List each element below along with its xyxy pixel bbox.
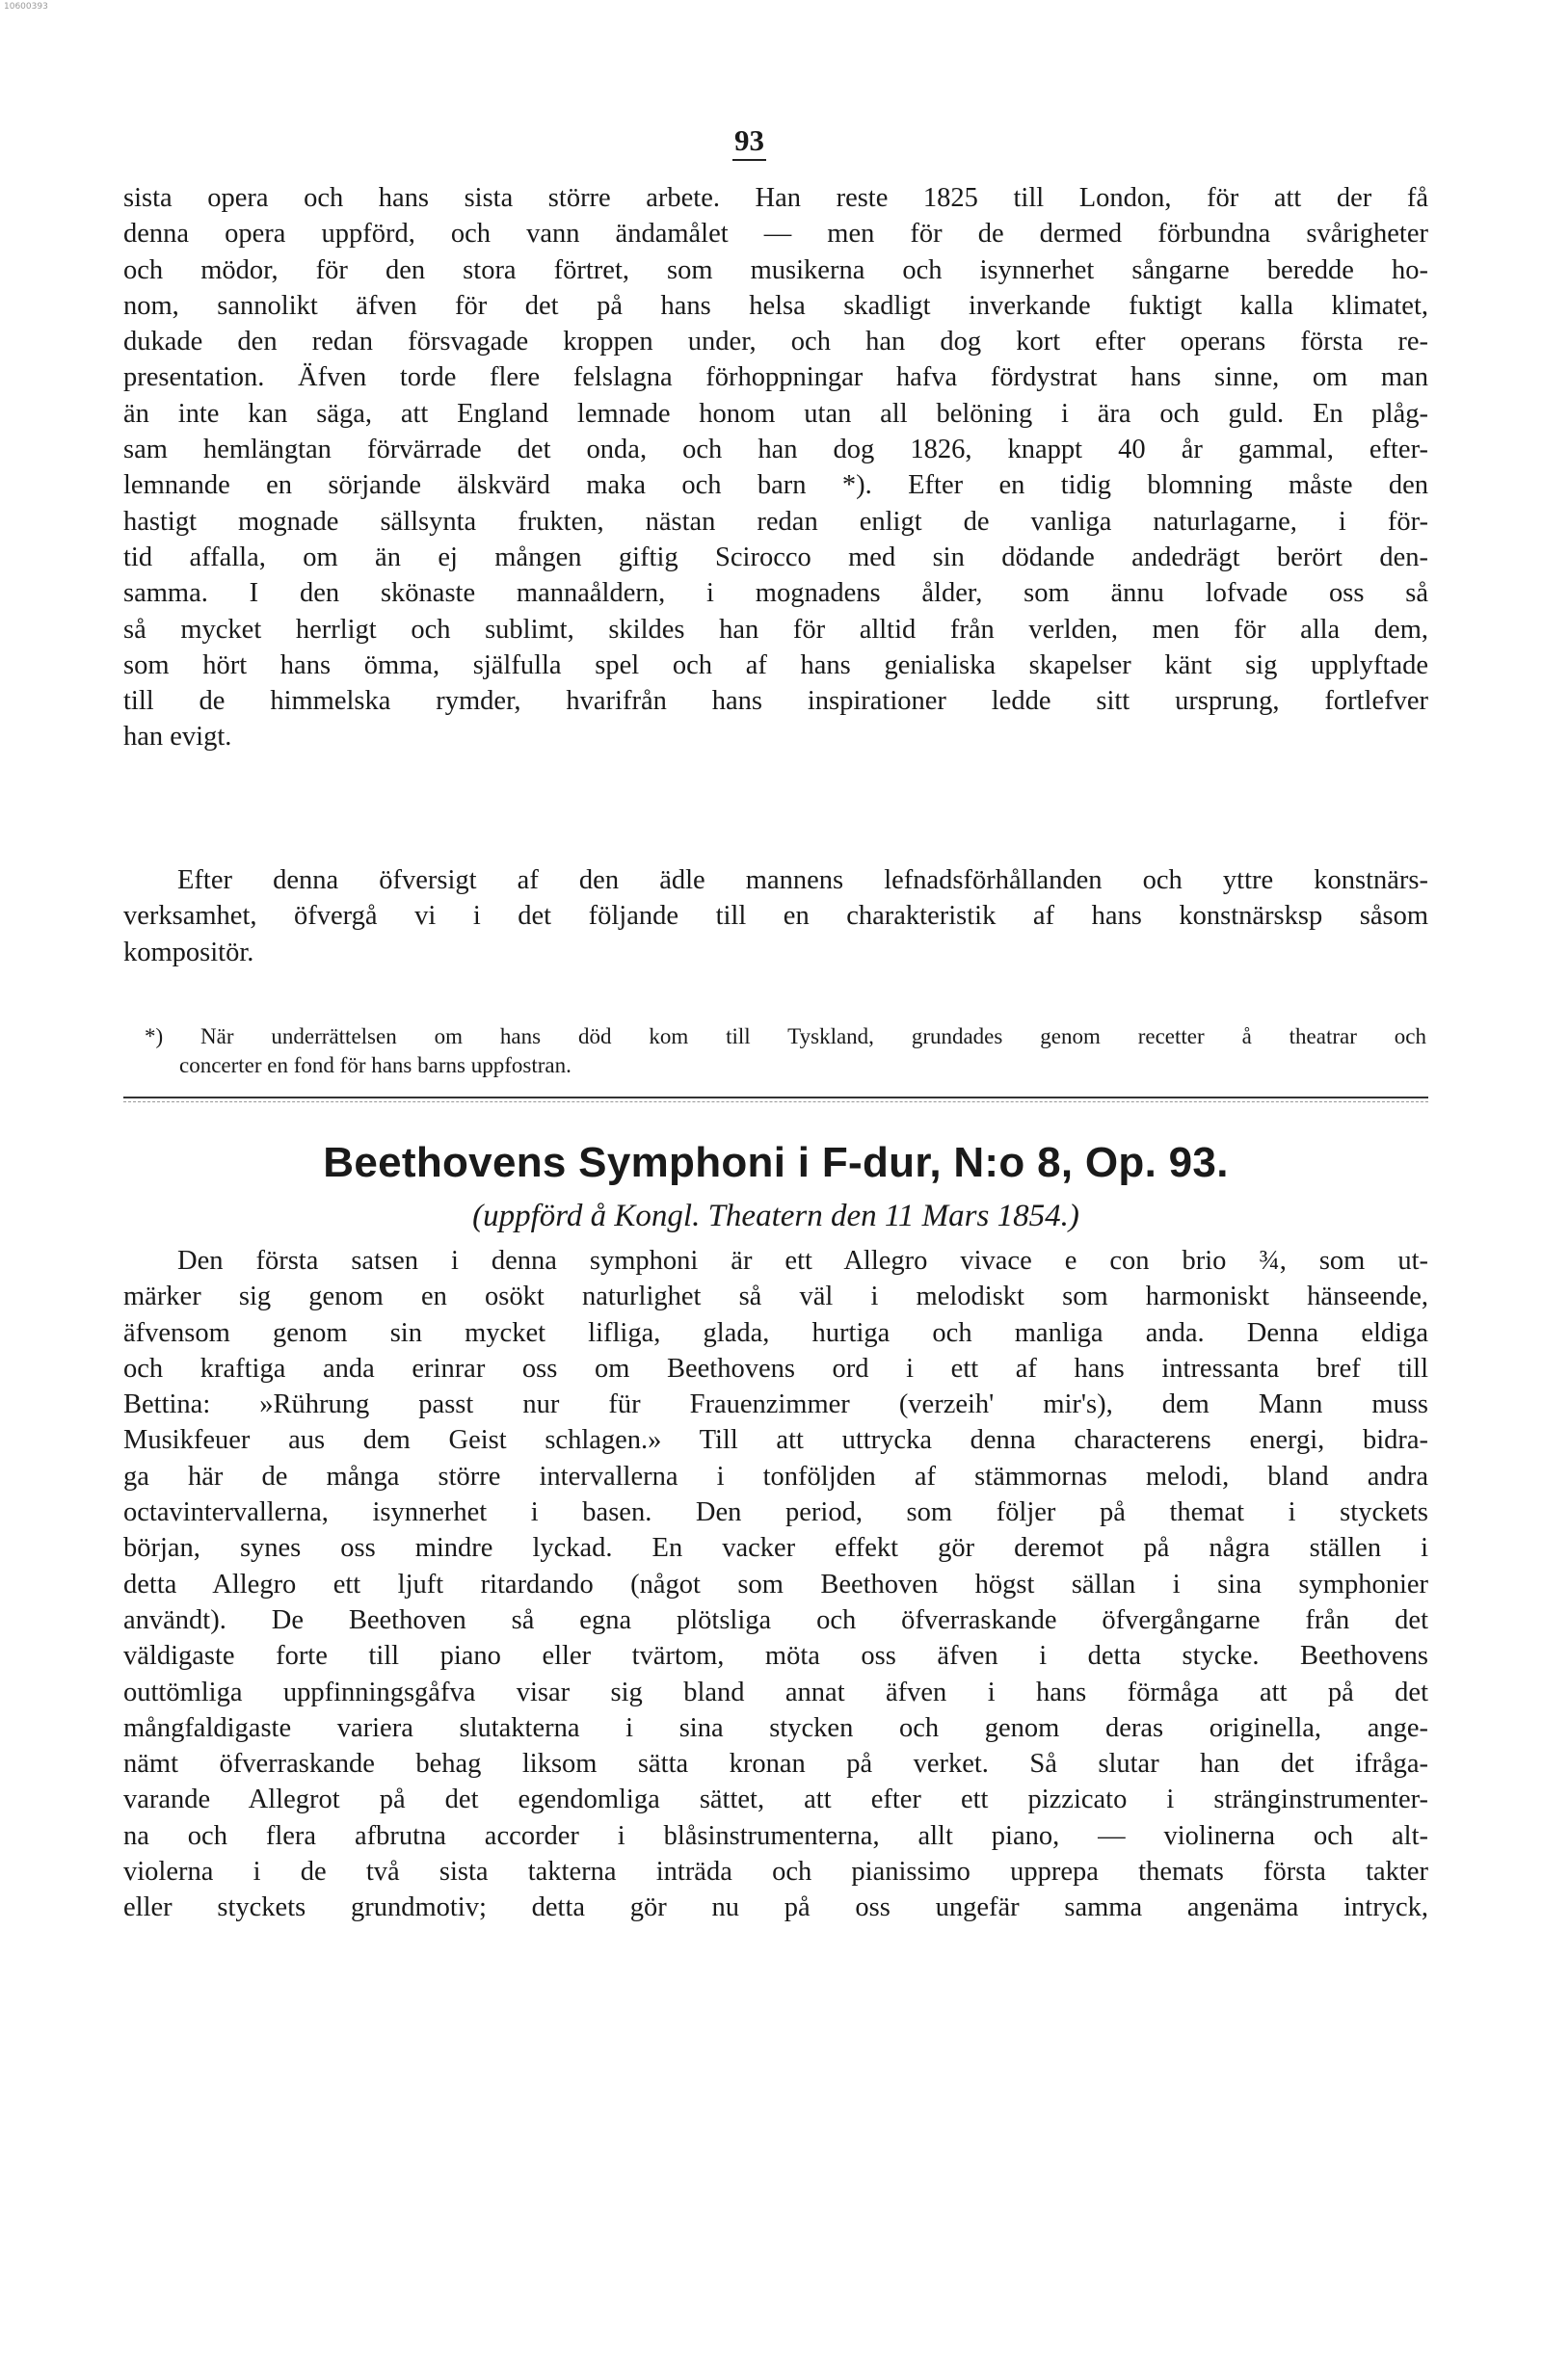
text-line: tid affalla, om än ej mången giftig Scirocco med sin dödande andedrägt berört den- [123, 542, 1428, 572]
text-line: Efter denna öfversigt af den ädle mannens lefnadsförhållanden och yttre konstnärs- [177, 865, 1428, 895]
text-line: violerna i de två sista takterna inträda och pianissimo upprepa themats första takter [123, 1857, 1428, 1888]
text-line: så mycket herrligt och sublimt, skildes han för alltid från verlden, men för alla dem, [123, 614, 1428, 645]
text-line: octavintervallerna, isynnerhet i basen. Den period, som följer på themat i styckets [123, 1497, 1428, 1528]
article-subtitle: (uppförd å Kongl. Theatern den 11 Mars 1854.) [472, 1199, 1079, 1233]
page-number: 93 [732, 123, 766, 161]
text-line: början, synes oss mindre lyckad. En vacker effekt gör deremot på några ställen i [123, 1533, 1428, 1564]
text-line: Den första satsen i denna symphoni är ett Allegro vivace e con brio ¾, som ut- [177, 1246, 1428, 1276]
text-line: sam hemlängtan förvärrade det onda, och han dog 1826, knappt 40 år gammal, efter- [123, 435, 1428, 465]
text-line: kompositör. [123, 937, 254, 967]
text-line: han evigt. [123, 722, 232, 753]
text-line: dukade den redan försvagade kroppen under, och han dog kort efter operans första re- [123, 327, 1428, 357]
text-line: ga här de många större intervallerna i tonföljden af stämmornas melodi, bland andra [123, 1461, 1428, 1492]
text-line: nom, sannolikt äfven för det på hans helsa skadligt inverkande fuktigt kalla klimatet, [123, 290, 1428, 321]
text-line: än inte kan säga, att England lemnade honom utan all belöning i ära och guld. En plåg- [123, 398, 1428, 429]
text-line: eller styckets grundmotiv; detta gör nu på oss ungefär samma angenäma intryck, [123, 1892, 1428, 1923]
text-line: som hört hans ömma, själfulla spel och af hans genialiska skapelser känt sig upplyftade [123, 649, 1428, 680]
text-line: Musikfeuer aus dem Geist schlagen.» Till att uttrycka denna characterens energi, bidra- [123, 1425, 1428, 1456]
symphony-paragraph [123, 1243, 1428, 1926]
text-line: märker sig genom en osökt naturlighet så väl i melodiskt som harmoniskt hänseende, [123, 1282, 1428, 1312]
text-line: väldigaste forte till piano eller tvärtom, möta oss äfven i detta stycke. Beethovens [123, 1641, 1428, 1672]
text-line: användt). De Beethoven så egna plötsliga och öfverraskande öfvergångarne från det [123, 1604, 1428, 1635]
footnote [145, 1022, 1426, 1080]
text-line: lemnande en sörjande älskvärd maka och barn *). Efter en tidig blomning måste den [123, 470, 1428, 501]
text-line: samma. I den skönaste mannaåldern, i mognadens ålder, som ännu lofvade oss så [123, 578, 1428, 609]
section-divider [123, 1097, 1428, 1098]
text-line: sista opera och hans sista större arbete. Han reste 1825 till London, för att der få [123, 183, 1428, 213]
overview-paragraph [123, 862, 1428, 970]
page-id-stamp: 10600393 [4, 2, 48, 12]
text-line: Bettina: »Rührung passt nur für Frauenzimmer (verzeih' mir's), dem Mann muss [123, 1389, 1428, 1420]
text-line: outtömliga uppfinningsgåfva visar sig bland annat äfven i hans förmåga att på det [123, 1677, 1428, 1707]
text-line: äfvensom genom sin mycket lifliga, glada, hurtiga och manliga anda. Denna eldiga [123, 1317, 1428, 1348]
article-title: Beethovens Symphoni i F-dur, N:o 8, Op. 93. [323, 1139, 1229, 1186]
text-line: till de himmelska rymder, hvarifrån hans inspirationer ledde sitt ursprung, fortlefver [123, 686, 1428, 717]
text-line: varande Allegrot på det egendomliga sättet, att efter ett pizzicato i stränginstrumenter- [123, 1785, 1428, 1815]
text-line: och mödor, för den stora förtret, som musikerna och isynnerhet sångarne beredde ho- [123, 254, 1428, 285]
section-divider-dots [123, 1101, 1428, 1102]
text-line: hastigt mognade sällsynta frukten, nästan redan enligt de vanliga naturlagarne, i för- [123, 506, 1428, 537]
text-line: denna opera uppförd, och vann ändamålet — men för de dermed förbundna svårigheter [123, 219, 1428, 250]
biography-paragraph [123, 180, 1428, 755]
text-line: detta Allegro ett ljuft ritardando (något som Beethoven högst sällan i sina symphonier [123, 1569, 1428, 1600]
footnote-line: concerter en fond för hans barns uppfostran. [179, 1053, 572, 1077]
text-line: verksamhet, öfvergå vi i det följande till en charakteristik af hans konstnärsksp såsom [123, 901, 1428, 932]
text-line: mångfaldigaste variera slutakterna i sina stycken och genom deras originella, ange- [123, 1712, 1428, 1743]
footnote-line: *) När underrättelsen om hans död kom till Tyskland, grundades genom recetter å theatrar och [145, 1024, 1426, 1048]
text-line: och kraftiga anda erinrar oss om Beethovens ord i ett af hans intressanta bref till [123, 1353, 1428, 1384]
text-line: nämt öfverraskande behag liksom sätta kronan på verket. Så slutar han det ifråga- [123, 1749, 1428, 1780]
text-line: presentation. Äfven torde flere felslagna förhoppningar hafva fördystrat hans sinne, om man [123, 362, 1428, 393]
text-line: na och flera afbrutna accorder i blåsinstrumenterna, allt piano, — violinerna och alt- [123, 1820, 1428, 1851]
